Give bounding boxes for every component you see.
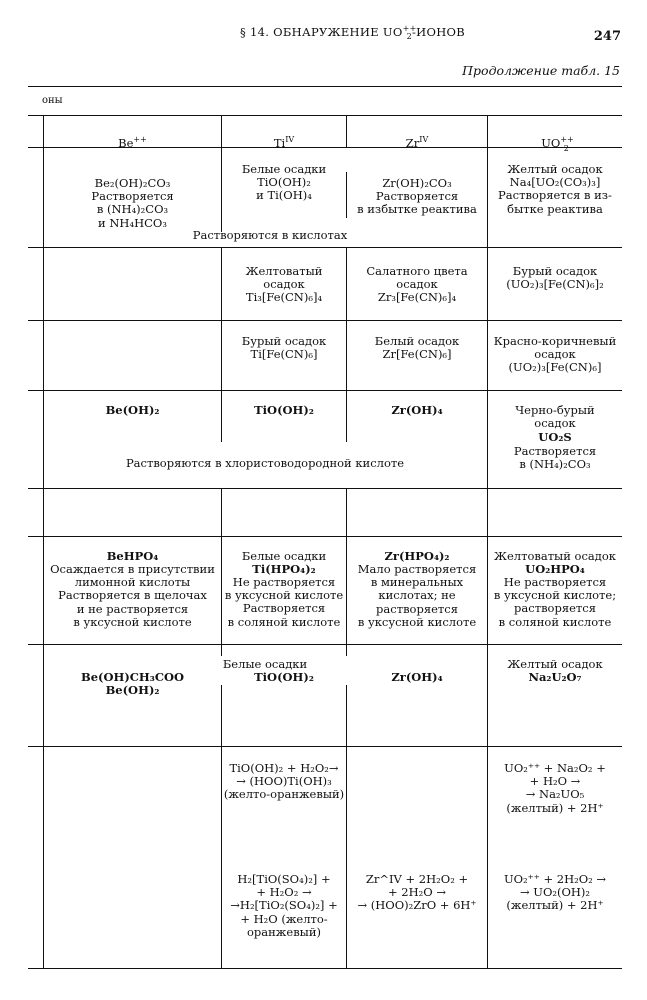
rule-7 [28,536,622,537]
r6-zr-formula: Zr(HPO₄)₂ [384,549,450,563]
r6-uo-title: Желтоватый осадок [494,549,616,563]
r4-ti: TiO(OH)₂ [254,403,314,417]
r2-ti: Желтоватый осадок Ti₃[Fe(CN)₆]₄ [245,264,323,305]
col-be-sup: ++ [133,135,147,145]
rule-8 [28,644,622,645]
r1-zr: Zr(OH)₂CO₃ Растворяется в избытке реактива [357,176,477,217]
r4-uo-line2: Растворяется в (NH₄)₂CO₃ [513,444,597,472]
r4-uo-formula: UO₂S [538,430,572,444]
r7-zr: Zr(OH)₄ [391,670,443,684]
r2-uo: Бурый осадок (UO₂)₃[Fe(CN)₆]₂ [506,264,604,292]
table-bottom-rule [28,968,622,969]
vrule-2d [346,685,347,968]
col-header-zr [347,124,487,150]
continuation-note: Продолжение табл. 15 [462,63,620,78]
r8-zr-b: Zr^IV + 2H₂O₂ + + 2H₂O → → (HOO)₂ZrO + 6H⁺ [357,872,477,913]
r7-uo-title: Желтый осадок [507,657,603,671]
row-label-fragment: оны [42,95,63,106]
col-header-be [44,124,221,150]
col-be-base: Be [118,136,134,151]
r3-uo: Красно-коричневый осадок (UO₂)₃[Fe(CN)₆] [493,334,617,375]
rule-5 [28,390,622,391]
section-title-sup: ++ [402,24,417,34]
col-zr-base: Zr [405,136,420,151]
table-top-rule [28,86,622,87]
col-uo-sub: 2 [563,143,569,153]
vrule-3 [487,115,488,968]
r1-uo: Желтый осадок Na₄[UO₂(CO₃)₃] Растворяется в из- бытке реактива [498,162,612,216]
r8-ti-a: TiO(OH)₂ + H₂O₂→ → (HOO)Ti(OH)₃ (желто-оранжевый) [223,761,345,802]
r6-ti-title: Белые осадки [241,549,327,563]
r6-zr-text: Мало растворяется в минеральных кислотах; не растворяется в уксусной кислоте [357,562,477,629]
r4-uo-line1: Черно-бурый осадок [515,403,595,431]
col-ti-base: Ti [273,136,286,151]
rule-3 [28,247,622,248]
col-header-ti [222,124,346,150]
col-uo-base: UO [541,136,561,151]
r6-ti-formula: Ti(HPO₄)₂ [252,562,316,576]
rule-1 [28,115,622,116]
rule-6 [28,488,622,489]
r8-uo-a: UO₂⁺⁺ + Na₂O₂ + + H₂O → → Na₂UO₅ (желтый) + 2H⁺ [504,761,606,815]
r4-common: Растворяются в хлористоводородной кислоте [125,456,405,470]
vrule-left [43,115,44,968]
r1-ti: Белые осадки TiO(OH)₂ и Ti(OH)₄ [241,162,327,203]
rule-9 [28,746,622,747]
r1-be: Be₂(OH)₂CO₃ Растворяется в (NH₄)₂CO₃ и NH₄HCO₃ [91,176,174,230]
col-ti-sup: IV [285,135,295,145]
r6-uo-text: Не растворяется в уксусной кислоте; растворяется в соляной кислоте [493,575,617,629]
r8-ti-b: H₂[TiO(SO₄)₂] + + H₂O₂ → →H₂[TiO₂(SO₄)₂] + + H₂O (желто- оранжевый) [230,872,338,939]
r7-ti: TiO(OH)₂ [254,670,314,684]
r6-be-formula: BeHPO₄ [106,549,159,563]
r3-ti: Бурый осадок Ti[Fe(CN)₆] [241,334,327,362]
r6-uo-formula: UO₂HPO₄ [525,562,585,576]
r3-zr: Белый осадок Zr[Fe(CN)₆] [374,334,460,362]
running-head [240,24,466,42]
r7-be: Be(OH)CH₃COO Be(OH)₂ [80,670,185,698]
col-zr-sup: IV [419,135,429,145]
col-header-uo [488,124,622,153]
page-number: 247 [593,29,621,44]
section-title: § 14. ОБНАРУЖЕНИЕ UO [240,25,403,39]
r6-be-text: Осаждается в присутствии лимонной кислоты Растворяется в щелочах и не растворяется в уксусной кислоте [50,562,215,629]
r7-uo-formula: Na₂U₂O₇ [528,670,582,684]
r1-common: Растворяются в кислотах [192,228,348,242]
section-title-suffix: -ИОНОВ [411,25,466,39]
r4-be: Be(OH)₂ [105,403,160,417]
r6-ti-text: Не растворяется в уксусной кислоте Растворяется в соляной кислоте [224,575,344,629]
r4-zr: Zr(OH)₄ [391,403,443,417]
r7-common-title: Белые осадки [222,657,308,671]
section-title-sub: 2 [406,32,412,42]
r8-uo-b: UO₂⁺⁺ + 2H₂O₂ → → UO₂(OH)₂ (желтый) + 2H⁺ [503,872,607,913]
rule-4 [28,320,622,321]
r2-zr: Салатного цвета осадок Zr₃[Fe(CN)₆]₄ [366,264,468,305]
col-uo-sup: ++ [560,135,574,145]
